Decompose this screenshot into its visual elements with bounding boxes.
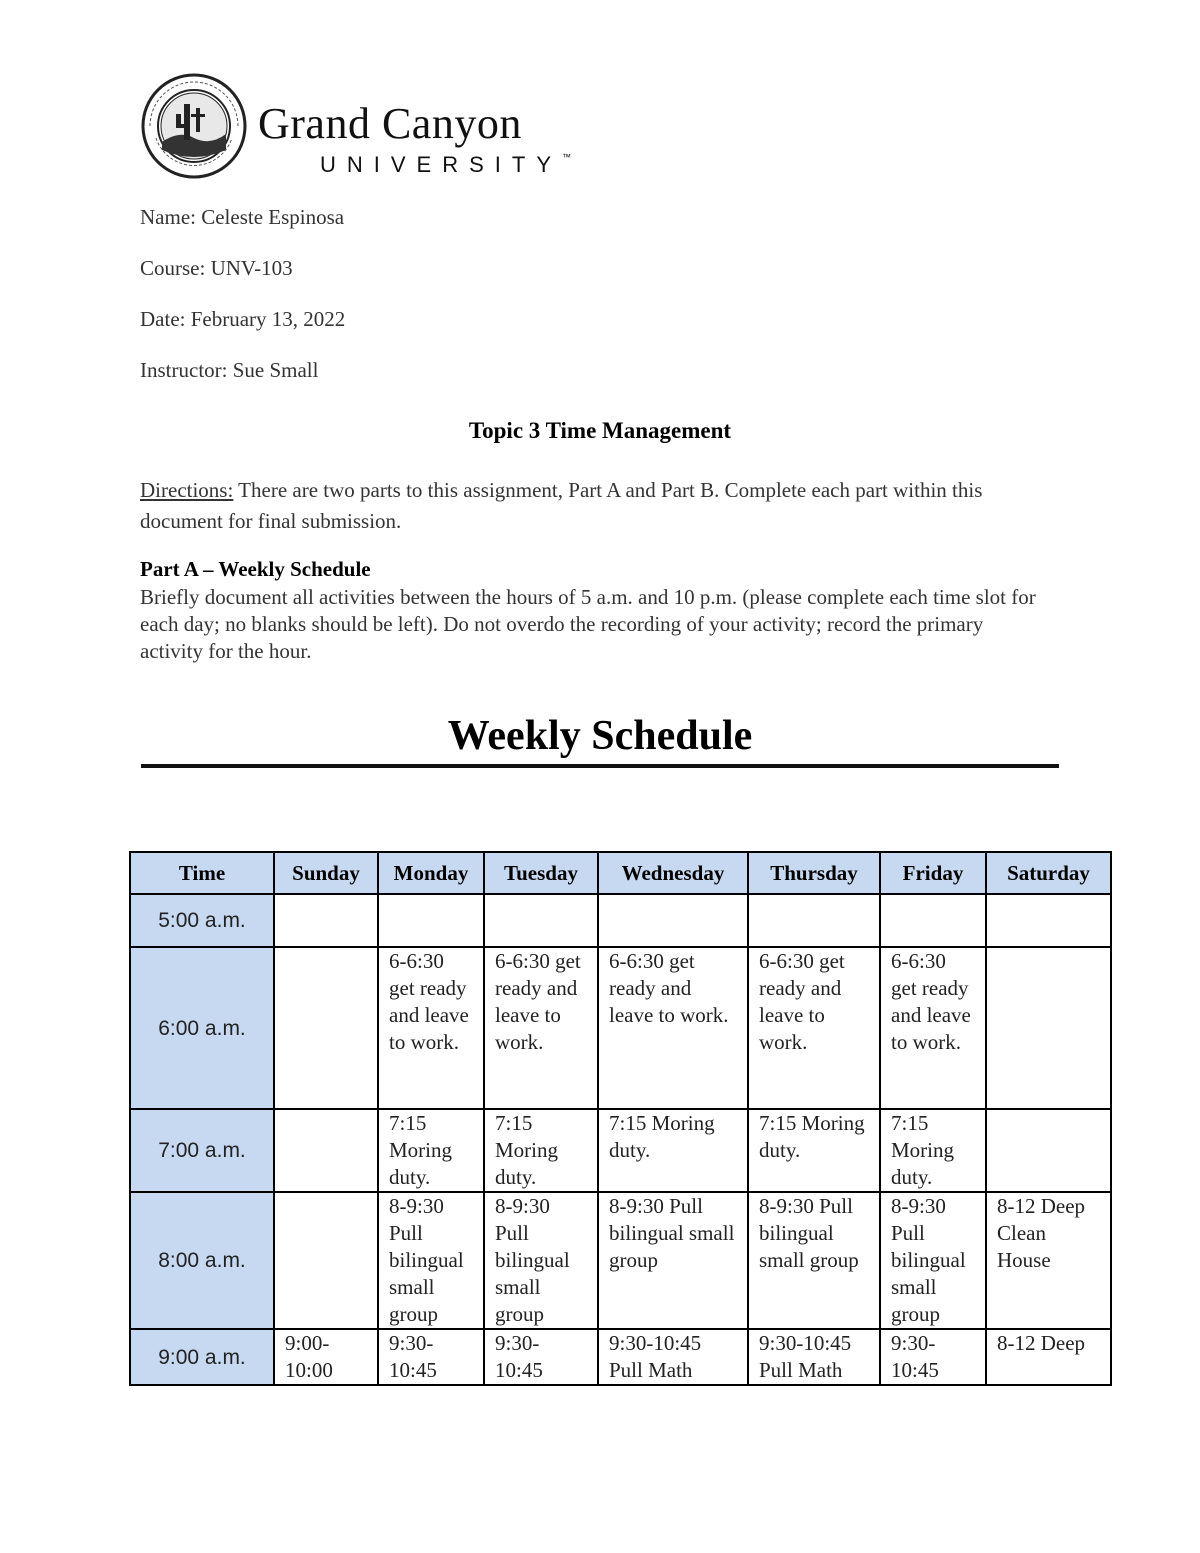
table-row — [130, 1192, 1111, 1329]
schedule-cell[interactable]: 6-6:30 get ready and leave to work. — [880, 947, 986, 1109]
part-a-title: Part A – Weekly Schedule — [140, 557, 371, 581]
schedule-cell[interactable] — [274, 894, 378, 947]
header-tuesday: Tuesday — [484, 852, 598, 894]
schedule-cell[interactable]: 9:30-10:45 — [378, 1329, 484, 1385]
schedule-cell[interactable]: 6-6:30 get ready and leave to work. — [378, 947, 484, 1109]
schedule-cell[interactable] — [986, 894, 1111, 947]
schedule-cell[interactable]: 9:30-10:45 — [880, 1329, 986, 1385]
table-row — [130, 894, 1111, 947]
directions-text: There are two parts to this assignment, Part A and Part B. Complete each part within this document for final submission. — [140, 478, 983, 533]
schedule-cell[interactable]: 8-12 Deep — [986, 1329, 1111, 1385]
schedule-cell[interactable]: 8-9:30 Pull bilingual small group — [484, 1192, 598, 1329]
table-row — [130, 1109, 1111, 1192]
header-sunday: Sunday — [274, 852, 378, 894]
student-name: Name: Celeste Espinosa — [140, 205, 345, 229]
schedule-cell[interactable]: 8-9:30 Pull bilingual small group — [378, 1192, 484, 1329]
course-line: Course: UNV-103 — [140, 256, 293, 280]
schedule-cell[interactable]: 6-6:30 get ready and leave to work. — [484, 947, 598, 1109]
header-saturday: Saturday — [986, 852, 1111, 894]
header-monday: Monday — [378, 852, 484, 894]
schedule-cell[interactable]: 8-9:30 Pull bilingual small group — [748, 1192, 880, 1329]
part-a-instructions: Briefly document all activities between the hours of 5 a.m. and 10 p.m. (please complete each time slot for each day; no blanks should be left). Do not overdo the recording of your activity; record the primary activity for the hour. — [140, 585, 1036, 663]
schedule-cell[interactable]: 9:30-10:45 — [484, 1329, 598, 1385]
time-cell: 5:00 a.m. — [130, 894, 274, 947]
schedule-cell[interactable] — [880, 894, 986, 947]
directions-label: Directions: — [140, 478, 234, 502]
date-line: Date: February 13, 2022 — [140, 307, 346, 331]
title-divider — [141, 764, 1059, 768]
logo-main-text: Grand Canyon — [258, 99, 522, 148]
table-row — [130, 947, 1111, 1109]
university-seal-icon — [140, 72, 248, 180]
schedule-cell[interactable]: 9:00-10:00 — [274, 1329, 378, 1385]
schedule-cell[interactable]: 8-9:30 Pull bilingual small group — [880, 1192, 986, 1329]
schedule-cell[interactable] — [986, 1109, 1111, 1192]
weekly-schedule-title: Weekly Schedule — [447, 713, 753, 759]
schedule-cell[interactable]: 9:30-10:45 Pull Math — [748, 1329, 880, 1385]
table-row — [130, 1329, 1111, 1385]
topic-title: Topic 3 Time Management — [468, 418, 732, 443]
weekly-schedule-table — [129, 851, 1112, 1386]
university-logo — [140, 72, 620, 182]
schedule-cell[interactable]: 7:15 Moring duty. — [880, 1109, 986, 1192]
schedule-cell[interactable] — [274, 947, 378, 1109]
header-friday: Friday — [880, 852, 986, 894]
instructor-line: Instructor: Sue Small — [140, 358, 319, 382]
schedule-cell[interactable]: 6-6:30 get ready and leave to work. — [748, 947, 880, 1109]
schedule-cell[interactable]: 6-6:30 get ready and leave to work. — [598, 947, 748, 1109]
schedule-cell[interactable]: 7:15 Moring duty. — [748, 1109, 880, 1192]
schedule-cell[interactable] — [484, 894, 598, 947]
logo-sub-text: UNIVERSITY — [320, 152, 563, 177]
header-wednesday: Wednesday — [598, 852, 748, 894]
schedule-cell[interactable] — [598, 894, 748, 947]
schedule-cell[interactable]: 7:15 Moring duty. — [378, 1109, 484, 1192]
table-header-row — [130, 852, 1111, 894]
schedule-cell[interactable]: 7:15 Moring duty. — [484, 1109, 598, 1192]
schedule-cell[interactable]: 7:15 Moring duty. — [598, 1109, 748, 1192]
wordmark — [258, 99, 572, 178]
trademark-symbol: ™ — [562, 152, 572, 162]
time-cell: 9:00 a.m. — [130, 1329, 274, 1385]
header-time: Time — [130, 852, 274, 894]
directions-paragraph — [140, 475, 1060, 537]
header-thursday: Thursday — [748, 852, 880, 894]
schedule-cell[interactable] — [986, 947, 1111, 1109]
time-cell: 8:00 a.m. — [130, 1192, 274, 1329]
schedule-cell[interactable]: 8-9:30 Pull bilingual small group — [598, 1192, 748, 1329]
schedule-cell[interactable]: 9:30-10:45 Pull Math — [598, 1329, 748, 1385]
schedule-cell[interactable]: 8-12 Deep Clean House — [986, 1192, 1111, 1329]
schedule-cell[interactable] — [748, 894, 880, 947]
schedule-cell[interactable] — [378, 894, 484, 947]
schedule-cell[interactable] — [274, 1192, 378, 1329]
schedule-cell[interactable] — [274, 1109, 378, 1192]
time-cell: 7:00 a.m. — [130, 1109, 274, 1192]
time-cell: 6:00 a.m. — [130, 947, 274, 1109]
